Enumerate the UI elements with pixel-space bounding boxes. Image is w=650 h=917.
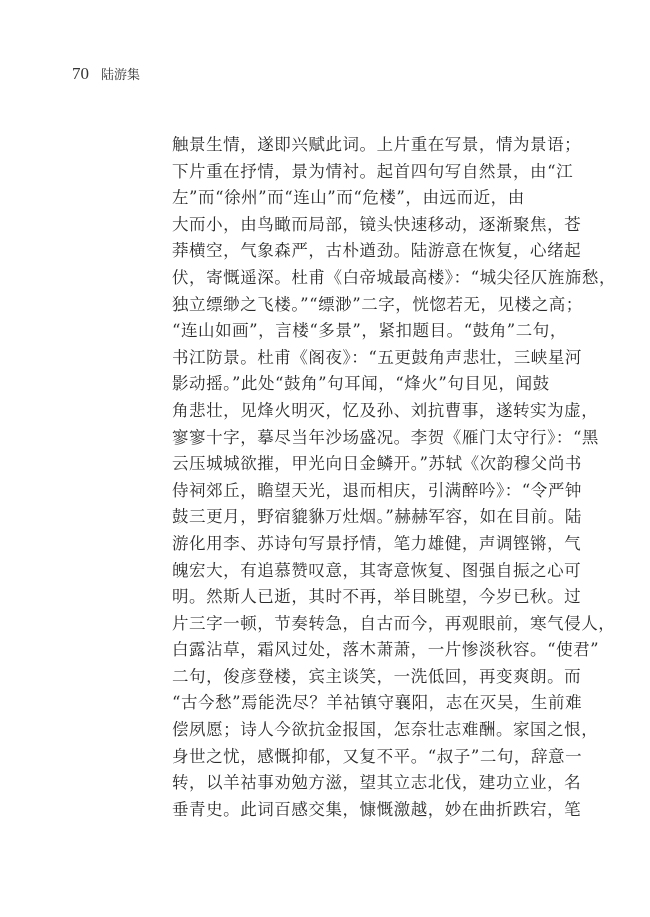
- text-line: 影动摇。”此处“鼓角”句耳闻，“烽火”句目见，闻鼓: [172, 374, 550, 394]
- text-line: 明。然斯人已逝，其时不再，举目眺望，今岁已秋。过: [172, 587, 582, 607]
- text-line: 角悲壮，见烽火明灭，忆及孙、刘抗曹事，遂转实为虚，: [172, 400, 599, 420]
- text-line: 偿夙愿；诗人今欲抗金报国，怎奈壮志难酬。家国之恨，: [172, 720, 599, 740]
- text-line: 伏，寄慨遥深。杜甫《白帝城最高楼》：“城尖径仄旌旆愁，: [172, 267, 617, 287]
- text-line: 鼓三更月，野宿貔貅万灶烟。”赫赫军容，如在目前。陆: [172, 507, 582, 527]
- text-line: 游化用李、苏诗句写景抒情，笔力雄健，声调铿锵，气: [172, 533, 582, 553]
- text-line: 垂青史。此词百感交集，慷慨激越，妙在曲折跌宕，笔: [172, 799, 582, 819]
- text-line: 书江防景。杜甫《阁夜》：“五更鼓角声悲壮，三峡星河: [172, 347, 582, 367]
- book-title: 陆游集: [101, 68, 141, 83]
- text-line: 大而小，由鸟瞰而局部，镜头快速移动，逐渐聚焦，苍: [172, 214, 582, 234]
- text-line: 下片重在抒情，景为情衬。起首四句写自然景，由“江: [172, 161, 574, 181]
- text-line: 云压城城欲摧，甲光向日金鳞开。”苏轼《次韵穆父尚书: [172, 454, 582, 474]
- text-line: 触景生情，遂即兴赋此词。上片重在写景，情为景语；: [172, 135, 582, 154]
- text-line: 左”而“徐州”而“连山”而“危楼”，由远而近，由: [172, 188, 525, 208]
- text-line: 侍祠郊丘，瞻望天光，退而相庆，引满醉吟》：“令严钟: [172, 480, 582, 500]
- text-line: 转，以羊祜事劝勉方滋，望其立志北伐，建功立业，名: [172, 773, 582, 793]
- running-head: [72, 64, 140, 86]
- page-number: 70: [72, 64, 89, 83]
- body-text: [172, 132, 617, 823]
- text-line: 白露沾草，霜风过处，落木萧萧，一片惨淡秋容。“使君”: [172, 640, 600, 660]
- text-line: 魄宏大，有追慕赞叹意，其寄意恢复、图强自振之心可: [172, 560, 582, 580]
- text-line: “古今愁”焉能洗尽？羊祜镇守襄阳，志在灭吴，生前难: [172, 693, 583, 713]
- text-line: 身世之忧，感慨抑郁，又复不平。“叔子”二句，辞意一: [172, 746, 583, 766]
- text-line: 独立缥缈之飞楼。”“缥渺”二字，恍惚若无，见楼之高；: [172, 294, 583, 314]
- text-line: 二句，俊彦登楼，宾主谈笑，一洗低回，再变爽朗。而: [172, 666, 582, 686]
- text-line: “连山如画”，言楼“多景”，紧扣题目。“鼓角”二句，: [172, 321, 567, 341]
- text-line: 片三字一顿，节奏转急，自古而今，再观眼前，寒气侵人，: [172, 613, 616, 633]
- text-line: 莽横空，气象森严，古朴遒劲。陆游意在恢复，心绪起: [172, 241, 582, 261]
- text-line: 寥寥十字，摹尽当年沙场盛况。李贺《雁门太守行》：“黑: [172, 427, 599, 447]
